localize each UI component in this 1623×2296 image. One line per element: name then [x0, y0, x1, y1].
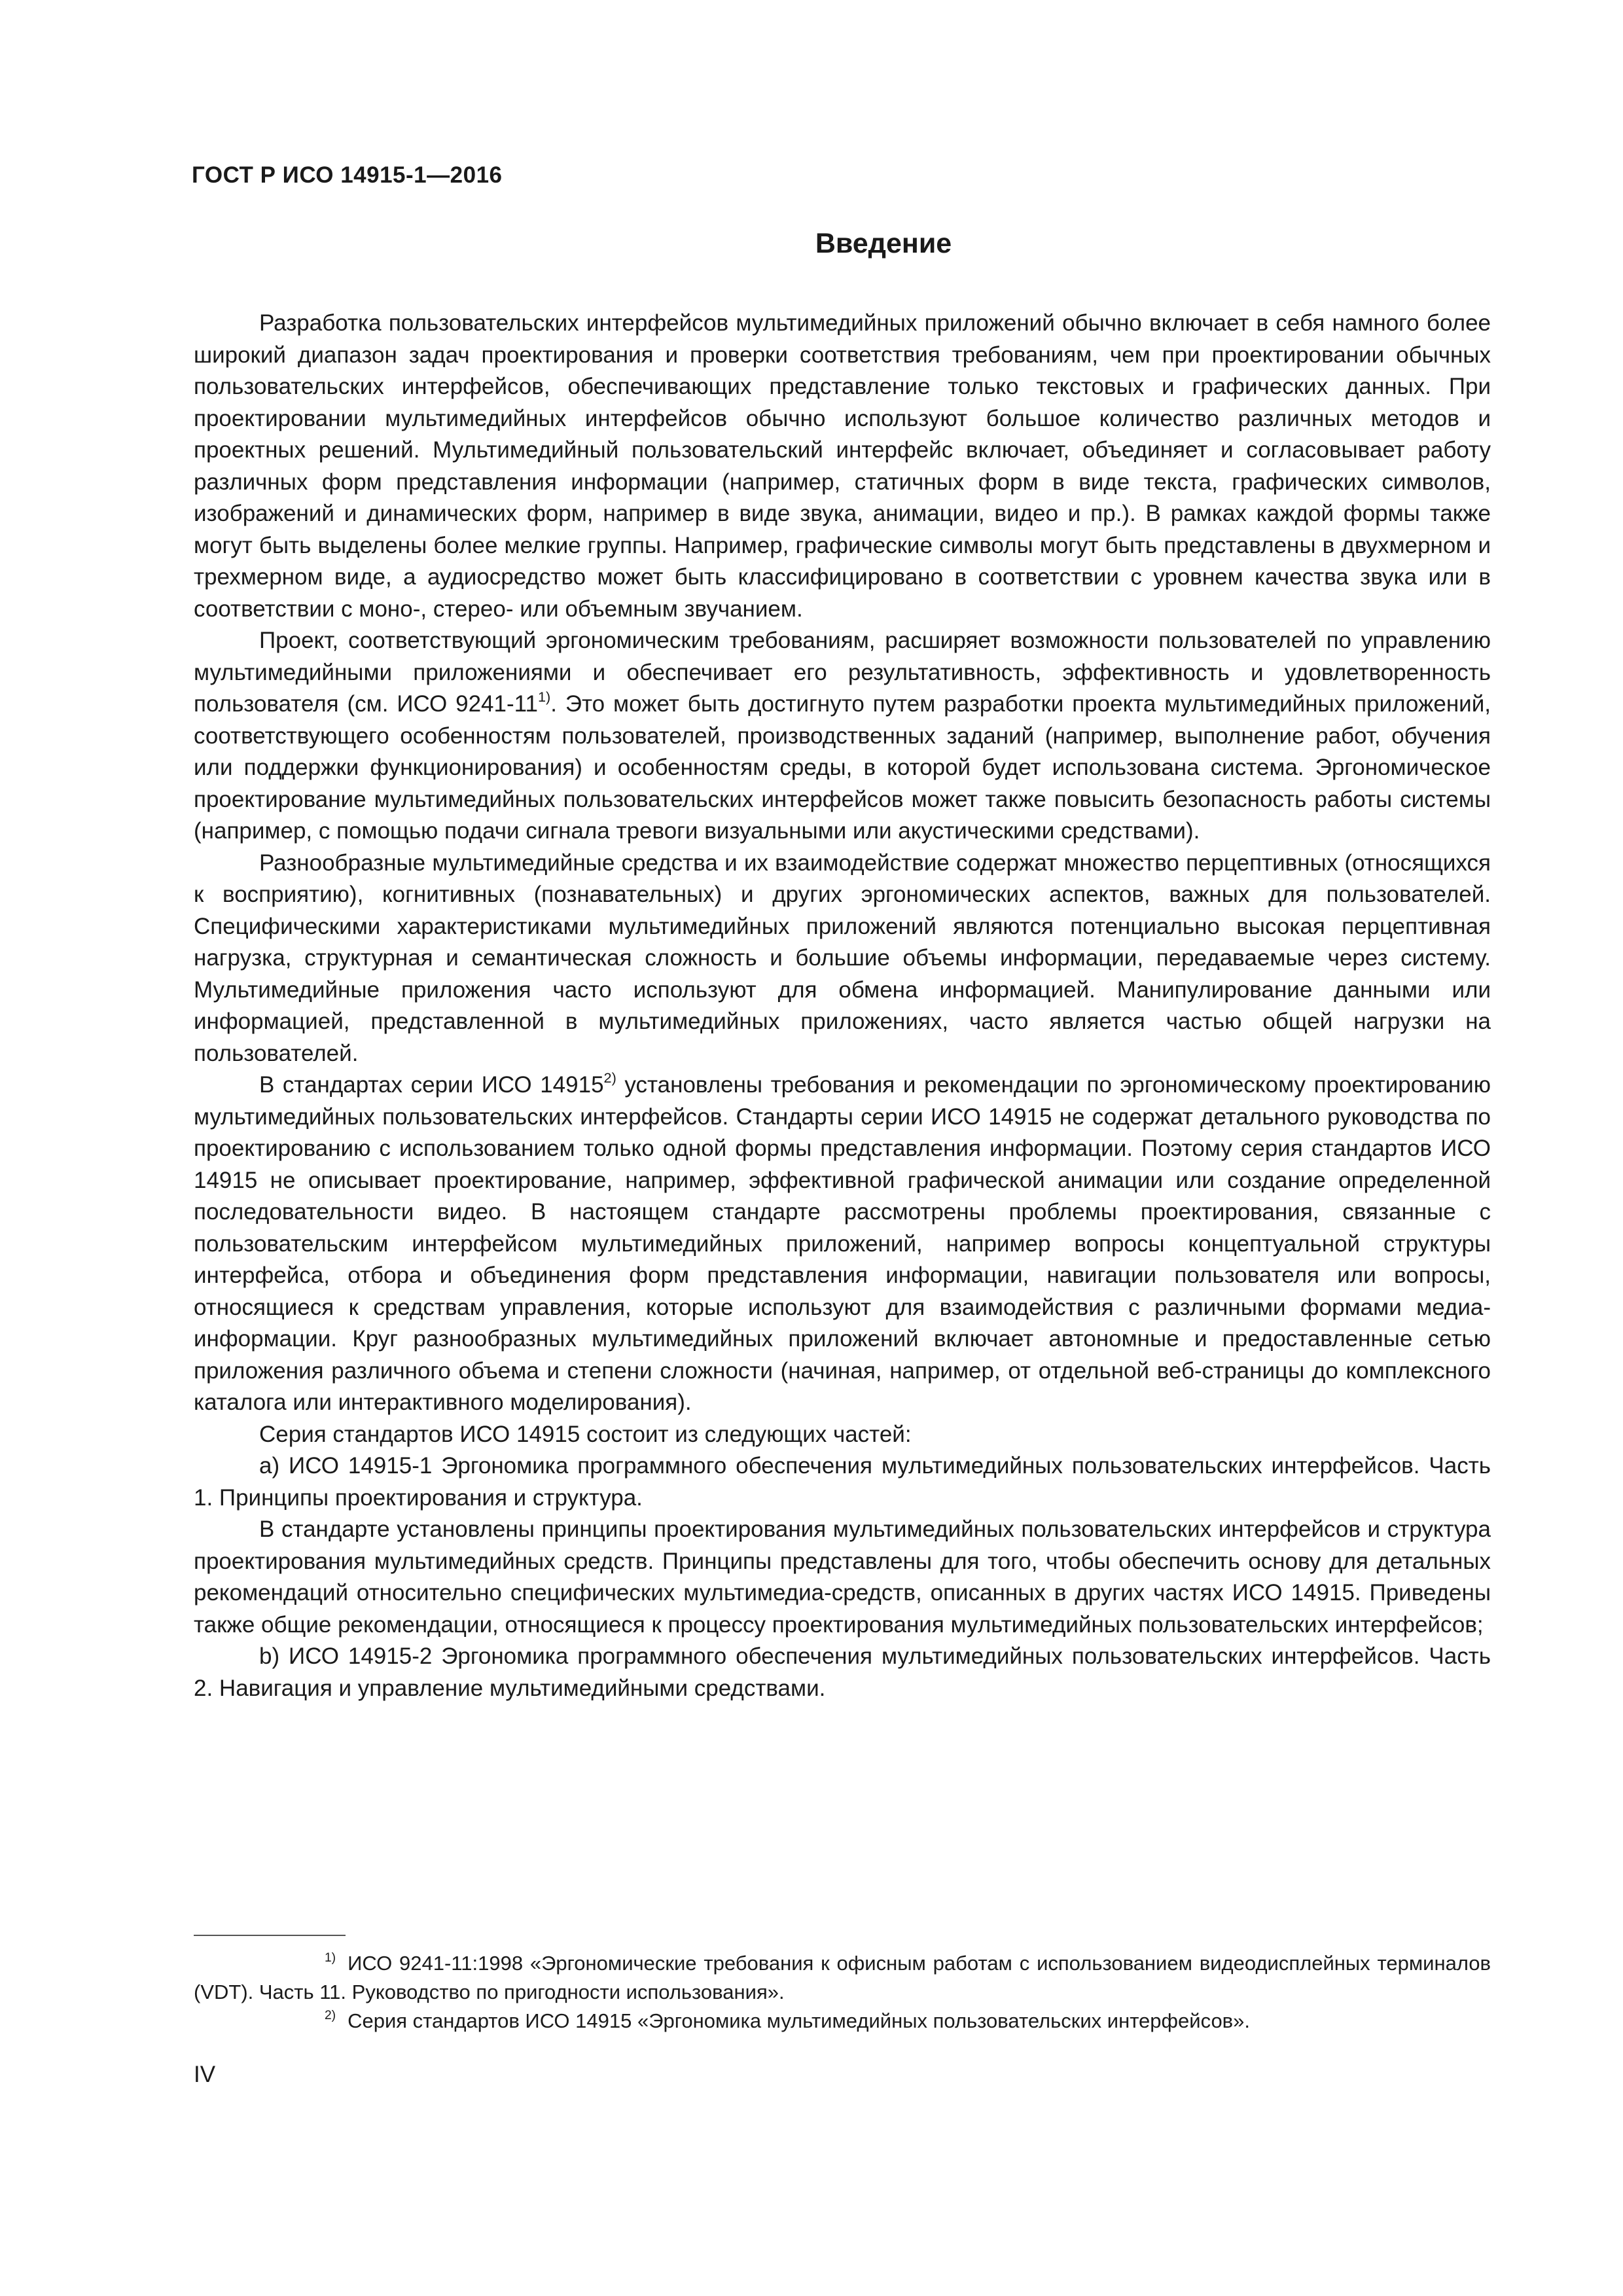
- footnote-1-text: ИСО 9241-11:1998 «Эргономические требования к офисным работам с использованием видеодисплейных терминалов (VDT). Часть 11. Руководство по пригодности использования».: [194, 1952, 1491, 2003]
- paragraph-7: В стандарте установлены принципы проектирования мультимедийных пользовательских интерфейсов и структура проектирования мультимедийных средств. Принципы представлены для того, чтобы обеспечить основу для детальных рекомендаций относительно специфических мультимедиа-средств, описанных в других частях ИСО 14915. Приведены также общие рекомендации, относящиеся к процессу проектирования мультимедийных пользовательских интерфейсов;: [194, 1516, 1491, 1638]
- paragraph-4-text-b: установлены требования и рекомендации по эргономическому проектированию мультимедийных пользовательских интерфейсов. Стандарты серии ИСО 14915 не содержат детального руководства по проектированию с использованием только одной формы представления информации. Поэтому серия стандартов ИСО 14915 не описывает проектирование, например, эффективной графической анимации или создание определенной последовательности видео. В настоящем стандарте рассмотрены проблемы проектирования, связанные с пользовательским интерфейсом мультимедийных приложений, например вопросы концептуальной структуры интерфейса, отбора и объединения форм представления информации, навигации пользователя или вопросы, относящиеся к средствам управления, которые используют для взаимодействия с различными формами медиа-информации. Круг разнообразных мультимедийных приложений включает автономные и предоставленные сетью приложения различного объема и степени сложности (начиная, например, от отдельной веб-страницы до комплексного каталога или интерактивного моделирования).: [194, 1072, 1491, 1415]
- paragraph-1: Разработка пользовательских интерфейсов мультимедийных приложений обычно включает в себя намного более широкий диапазон задач проектирования и проверки соответствия требованиям, чем при проектировании обычных пользовательских интерфейсов, обеспечивающих представление только текстовых и графических данных. При проектировании мультимедийных интерфейсов обычно используют большое количество различных методов и проектных решений. Мультимедийный пользовательский интерфейс включает, объединяет и согласовывает работу различных форм представления информации (например, статичных форм в виде текста, графических символов, изображений и динамических форм, например в виде звука, анимации, видео и пр.). В рамках каждой формы также могут быть выделены более мелкие группы. Например, графические символы могут быть представлены в двухмерном и трехмерном виде, а аудиосредство может быть классифицировано в соответствии с уровнем качества звука или в соответствии с моно-, стерео- или объемным звучанием.: [194, 310, 1491, 622]
- list-item-b: b) ИСО 14915-2 Эргономика программного обеспечения мультимедийных пользовательских интерфейсов. Часть 2. Навигация и управление мультимедийными средствами.: [194, 1643, 1491, 1701]
- paragraph-2-text-b: . Это может быть достигнуто путем разработки проекта мультимедийных приложений, соответствующего особенностям пользователей, производственных заданий (например, выполнение работ, обучения или поддержки функционирования) и особенностям среды, в которой будет использована система. Эргономическое проектирование мультимедийных пользовательских интерфейсов может также повысить безопасность работы системы (например, с помощью подачи сигнала тревоги визуальными или акустическими средствами).: [194, 691, 1491, 844]
- paragraph-4-text-a: В стандартах серии ИСО 14915: [259, 1072, 604, 1098]
- footnote-ref-1[interactable]: 1): [537, 688, 551, 705]
- footnote-2-text: Серия стандартов ИСО 14915 «Эргономика мультимедийных пользовательских интерфейсов».: [348, 2009, 1251, 2032]
- paragraph-4: [194, 1069, 1491, 1419]
- footnotes: [194, 1949, 1491, 2036]
- footnote-2: $^{2)}$ Серия стандартов ИСО 14915 «Эргономика мультимедийных пользовательских интерфейсов».: [325, 2008, 1251, 2032]
- paragraph-2: [194, 625, 1491, 848]
- page-number: IV: [194, 2062, 216, 2087]
- footnote-ref-2[interactable]: 2): [603, 1069, 616, 1086]
- section-title: Введение: [815, 228, 952, 259]
- footnote-divider: [194, 1935, 346, 1936]
- list-item-a: а) ИСО 14915-1 Эргономика программного обеспечения мультимедийных пользовательских интерфейсов. Часть 1. Принципы проектирования и структура.: [194, 1453, 1491, 1511]
- paragraph-3: Разнообразные мультимедийные средства и их взаимодействие содержат множество перцептивных (относящихся к восприятию), когнитивных (познавательных) и других эргономических аспектов, важных для пользователей. Специфическими характеристиками мультимедийных приложений являются потенциально высокая перцептивная нагрузка, структурная и семантическая сложность и большие объемы информации, передаваемые через систему. Мультимедийные приложения часто используют для обмена информацией. Манипулирование данными или информацией, представленной в мультимедийных приложениях, часто является частью общей нагрузки на пользователей.: [194, 850, 1491, 1066]
- document-header: ГОСТ Р ИСО 14915-1—2016: [192, 162, 503, 188]
- body-text: [194, 308, 1491, 1704]
- footnote-1: $^{1)}$ ИСО 9241-11:1998 «Эргономические требования к офисным работам с использованием видеодисплейных терминалов (VDT). Часть 11. Руководство по пригодности использования».: [194, 1950, 1491, 2003]
- paragraph-2-text-a: Проект, соответствующий эргономическим требованиям, расширяет возможности пользователей по управлению мультимедийными приложениями и обеспечивает его результативность, эффективность и удовлетворенность пользователя (см. ИСО 9241-11: [194, 628, 1491, 717]
- paragraph-5: Серия стандартов ИСО 14915 состоит из следующих частей:: [259, 1421, 912, 1447]
